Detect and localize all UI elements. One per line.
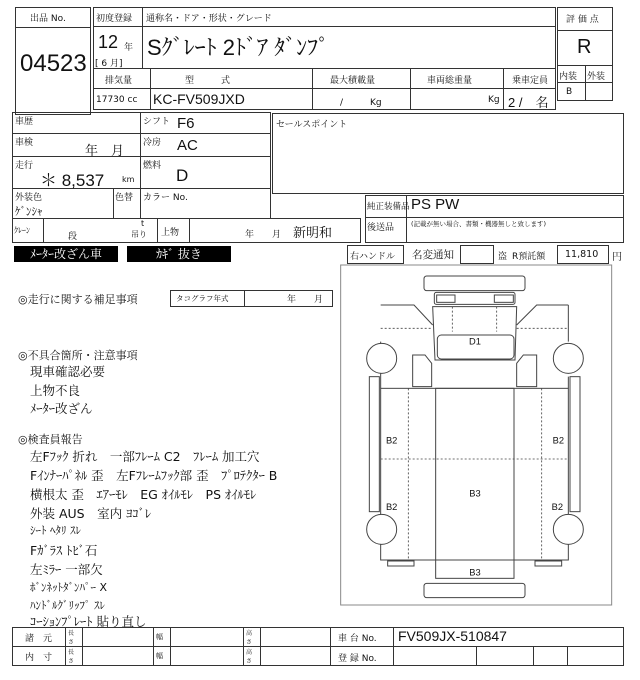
- defect-item: ﾒｰﾀｰ改ざん: [30, 401, 93, 416]
- capacity-label: 乗車定員: [512, 76, 549, 86]
- score: R: [577, 36, 592, 58]
- inspection: 年 月: [85, 144, 125, 159]
- inner-label: 内 寸: [25, 653, 53, 663]
- key-removed-badge: ｶｷﾞ 抜き: [127, 246, 231, 262]
- ac: AC: [177, 137, 198, 154]
- mark-b2: B2: [551, 502, 564, 512]
- height-label: 高さ: [246, 630, 253, 646]
- tacho-value: 年 月: [287, 295, 324, 305]
- headlight: [437, 295, 455, 302]
- max-load-label: 最大積載量: [330, 76, 376, 86]
- mark-b2: B2: [552, 435, 565, 446]
- reg-month: [ 6 月]: [95, 59, 123, 69]
- history-label: 車歴: [15, 117, 34, 127]
- shift-label: シフト: [143, 117, 171, 127]
- later-label: 後送品: [367, 223, 395, 233]
- rear-step: [388, 561, 414, 566]
- crane-stage: 段: [68, 232, 78, 242]
- fuel: D: [176, 166, 189, 185]
- inspector-item: 左ﾐﾗｰ 一部欠: [30, 562, 103, 577]
- mileage: ＊ 8,537: [40, 171, 105, 190]
- mileage-label: 走行: [15, 161, 34, 171]
- vehicle-damage-diagram: [340, 260, 620, 620]
- wheel-icon: [553, 343, 583, 373]
- first-reg-label: 初度登録: [96, 14, 133, 24]
- color-change-label: 色替: [115, 193, 134, 203]
- rear-bumper: [424, 583, 525, 597]
- defect-item: 現車確認必要: [30, 364, 106, 379]
- diagram-frame: [341, 265, 612, 605]
- later-note: (記載が無い場合、書類・機器無しと致します): [411, 220, 547, 228]
- front-bumper: [424, 276, 525, 291]
- gross-weight-label: 車両総重量: [427, 76, 473, 86]
- lot-label: 出品 No.: [30, 14, 66, 24]
- body-date: 年 月: [245, 230, 282, 240]
- width-label: 幅: [156, 633, 163, 641]
- reg-year: 12: [98, 32, 119, 52]
- spec-label: 諸 元: [25, 634, 53, 644]
- year-unit: 年: [124, 43, 134, 53]
- displacement-label: 排気量: [105, 76, 133, 86]
- score-label: 評 価 点: [566, 15, 599, 25]
- theft-label: 盗: [498, 252, 508, 262]
- model-label: 型 式: [185, 76, 231, 86]
- mark-b2: B2: [385, 502, 398, 512]
- mark-d1: D1: [469, 336, 481, 347]
- body-label: 上物: [161, 228, 180, 238]
- mark-b3: B3: [469, 567, 481, 578]
- chassis-label: 車 台 No.: [338, 634, 377, 644]
- sales-point-label: セールスポイント: [276, 120, 348, 130]
- inspector-item: Fｶﾞﾗｽ ﾄﾋﾞ石: [30, 543, 98, 558]
- interior-grade: B: [566, 87, 573, 97]
- max-load: / Kg: [340, 98, 382, 108]
- vehicle-name: Sｸﾞﾚｰﾄ 2ﾄﾞｱ ﾀﾞﾝﾌﾟ: [147, 35, 330, 60]
- reg-label: 登 録 No.: [338, 654, 377, 664]
- interior-label: 内装: [559, 72, 578, 82]
- tacho-label: タコグラフ年式: [176, 294, 229, 303]
- inspector-item: ﾎﾞﾝﾈｯﾄﾀﾞﾝﾊﾟｰ X: [30, 581, 108, 594]
- side-rail-left: [369, 377, 379, 512]
- headlight: [494, 295, 513, 302]
- cab-outline: [381, 305, 569, 388]
- equipment: PS PW: [411, 196, 460, 213]
- crane-lift: 吊り: [131, 230, 147, 239]
- gross-weight: Kg: [488, 95, 500, 105]
- wheel-icon: [367, 343, 397, 373]
- defect-item: 上物不良: [30, 383, 81, 398]
- name-label: 通称名・ドア・形状・グレード: [146, 14, 272, 24]
- displacement: 17730 cc: [96, 95, 138, 105]
- mark-b3: B3: [469, 488, 481, 499]
- color: ｹﾞﾝｼｬ: [15, 205, 43, 218]
- mark-b2: B2: [385, 435, 398, 446]
- yen: 円: [612, 252, 622, 263]
- inspection-label: 車検: [15, 138, 34, 148]
- name-change-label: 名変通知: [412, 249, 454, 261]
- mirror-right: [517, 355, 537, 387]
- mirror-left: [413, 355, 432, 387]
- recycle-label: R預託額: [512, 252, 546, 262]
- defects-heading: ◎不具合箇所・注意事項: [18, 349, 138, 362]
- wheel-icon: [367, 514, 397, 544]
- equipment-label: 純正装備品: [367, 202, 410, 212]
- crane-t: t: [141, 219, 145, 228]
- side-rail-right: [570, 377, 580, 512]
- capacity: 2 / 名: [508, 95, 549, 110]
- ac-label: 冷房: [143, 138, 162, 148]
- width-label: 幅: [156, 652, 163, 660]
- length-label: 長さ: [68, 630, 75, 646]
- chassis-no: FV509JX-510847: [398, 628, 507, 644]
- lot-number: 04523: [20, 50, 87, 77]
- height-label: 高さ: [246, 649, 253, 665]
- mileage-unit: km: [122, 175, 135, 184]
- cargo-bed: [436, 388, 514, 578]
- inspector-item: ｼｰﾄ ﾍﾀﾘ ｽﾚ: [30, 524, 81, 537]
- body-maker: 新明和: [293, 226, 333, 241]
- body-outline: [381, 388, 569, 560]
- cab-roof: [433, 307, 517, 360]
- inspector-item: 左Fﾌｯｸ 折れ 一部ﾌﾚｰﾑ C2 ﾌﾚｰﾑ 加工穴: [30, 449, 260, 464]
- meter-tampered-badge: ﾒｰﾀｰ改ざん車: [14, 246, 118, 262]
- color-label: 外装色: [15, 193, 43, 203]
- exterior-label: 外装: [587, 72, 606, 82]
- length-label: 長さ: [68, 649, 75, 665]
- wheel-icon: [553, 514, 583, 544]
- inspector-item: ｺｰｼｮﾝﾌﾟﾚｰﾄ 貼り直し: [30, 614, 147, 629]
- inspector-item: Fｲﾝﾅｰﾊﾟﾈﾙ 歪 左Fﾌﾚｰﾑﾌｯｸ部 歪 ﾌﾟﾛﾃｸﾀｰ B: [30, 468, 278, 483]
- inspector-heading: ◎検査員報告: [18, 433, 83, 446]
- inspector-item: 外装 AUS 室内 ﾖｺﾞﾚ: [30, 506, 152, 521]
- fuel-label: 燃料: [143, 161, 162, 171]
- inspector-item: 横根太 歪 ｴｱｰﾓﾚ EG ｵｲﾙﾓﾚ PS ｵｲﾙﾓﾚ: [30, 487, 257, 502]
- inspector-item: ﾊﾝﾄﾞﾙｸﾞﾘｯﾌﾟ ｽﾚ: [30, 599, 105, 612]
- rear-step: [535, 561, 562, 566]
- recycle-value: 11,810: [565, 249, 599, 260]
- color-no-label: カラー No.: [143, 193, 188, 203]
- shift: F6: [177, 115, 195, 132]
- driving-heading: ◎走行に関する補足事項: [18, 293, 138, 306]
- model: KC-FV509JXD: [153, 91, 245, 107]
- crane-label: ｸﾚｰﾝ: [14, 226, 30, 235]
- rhd: 右ハンドル: [350, 252, 396, 262]
